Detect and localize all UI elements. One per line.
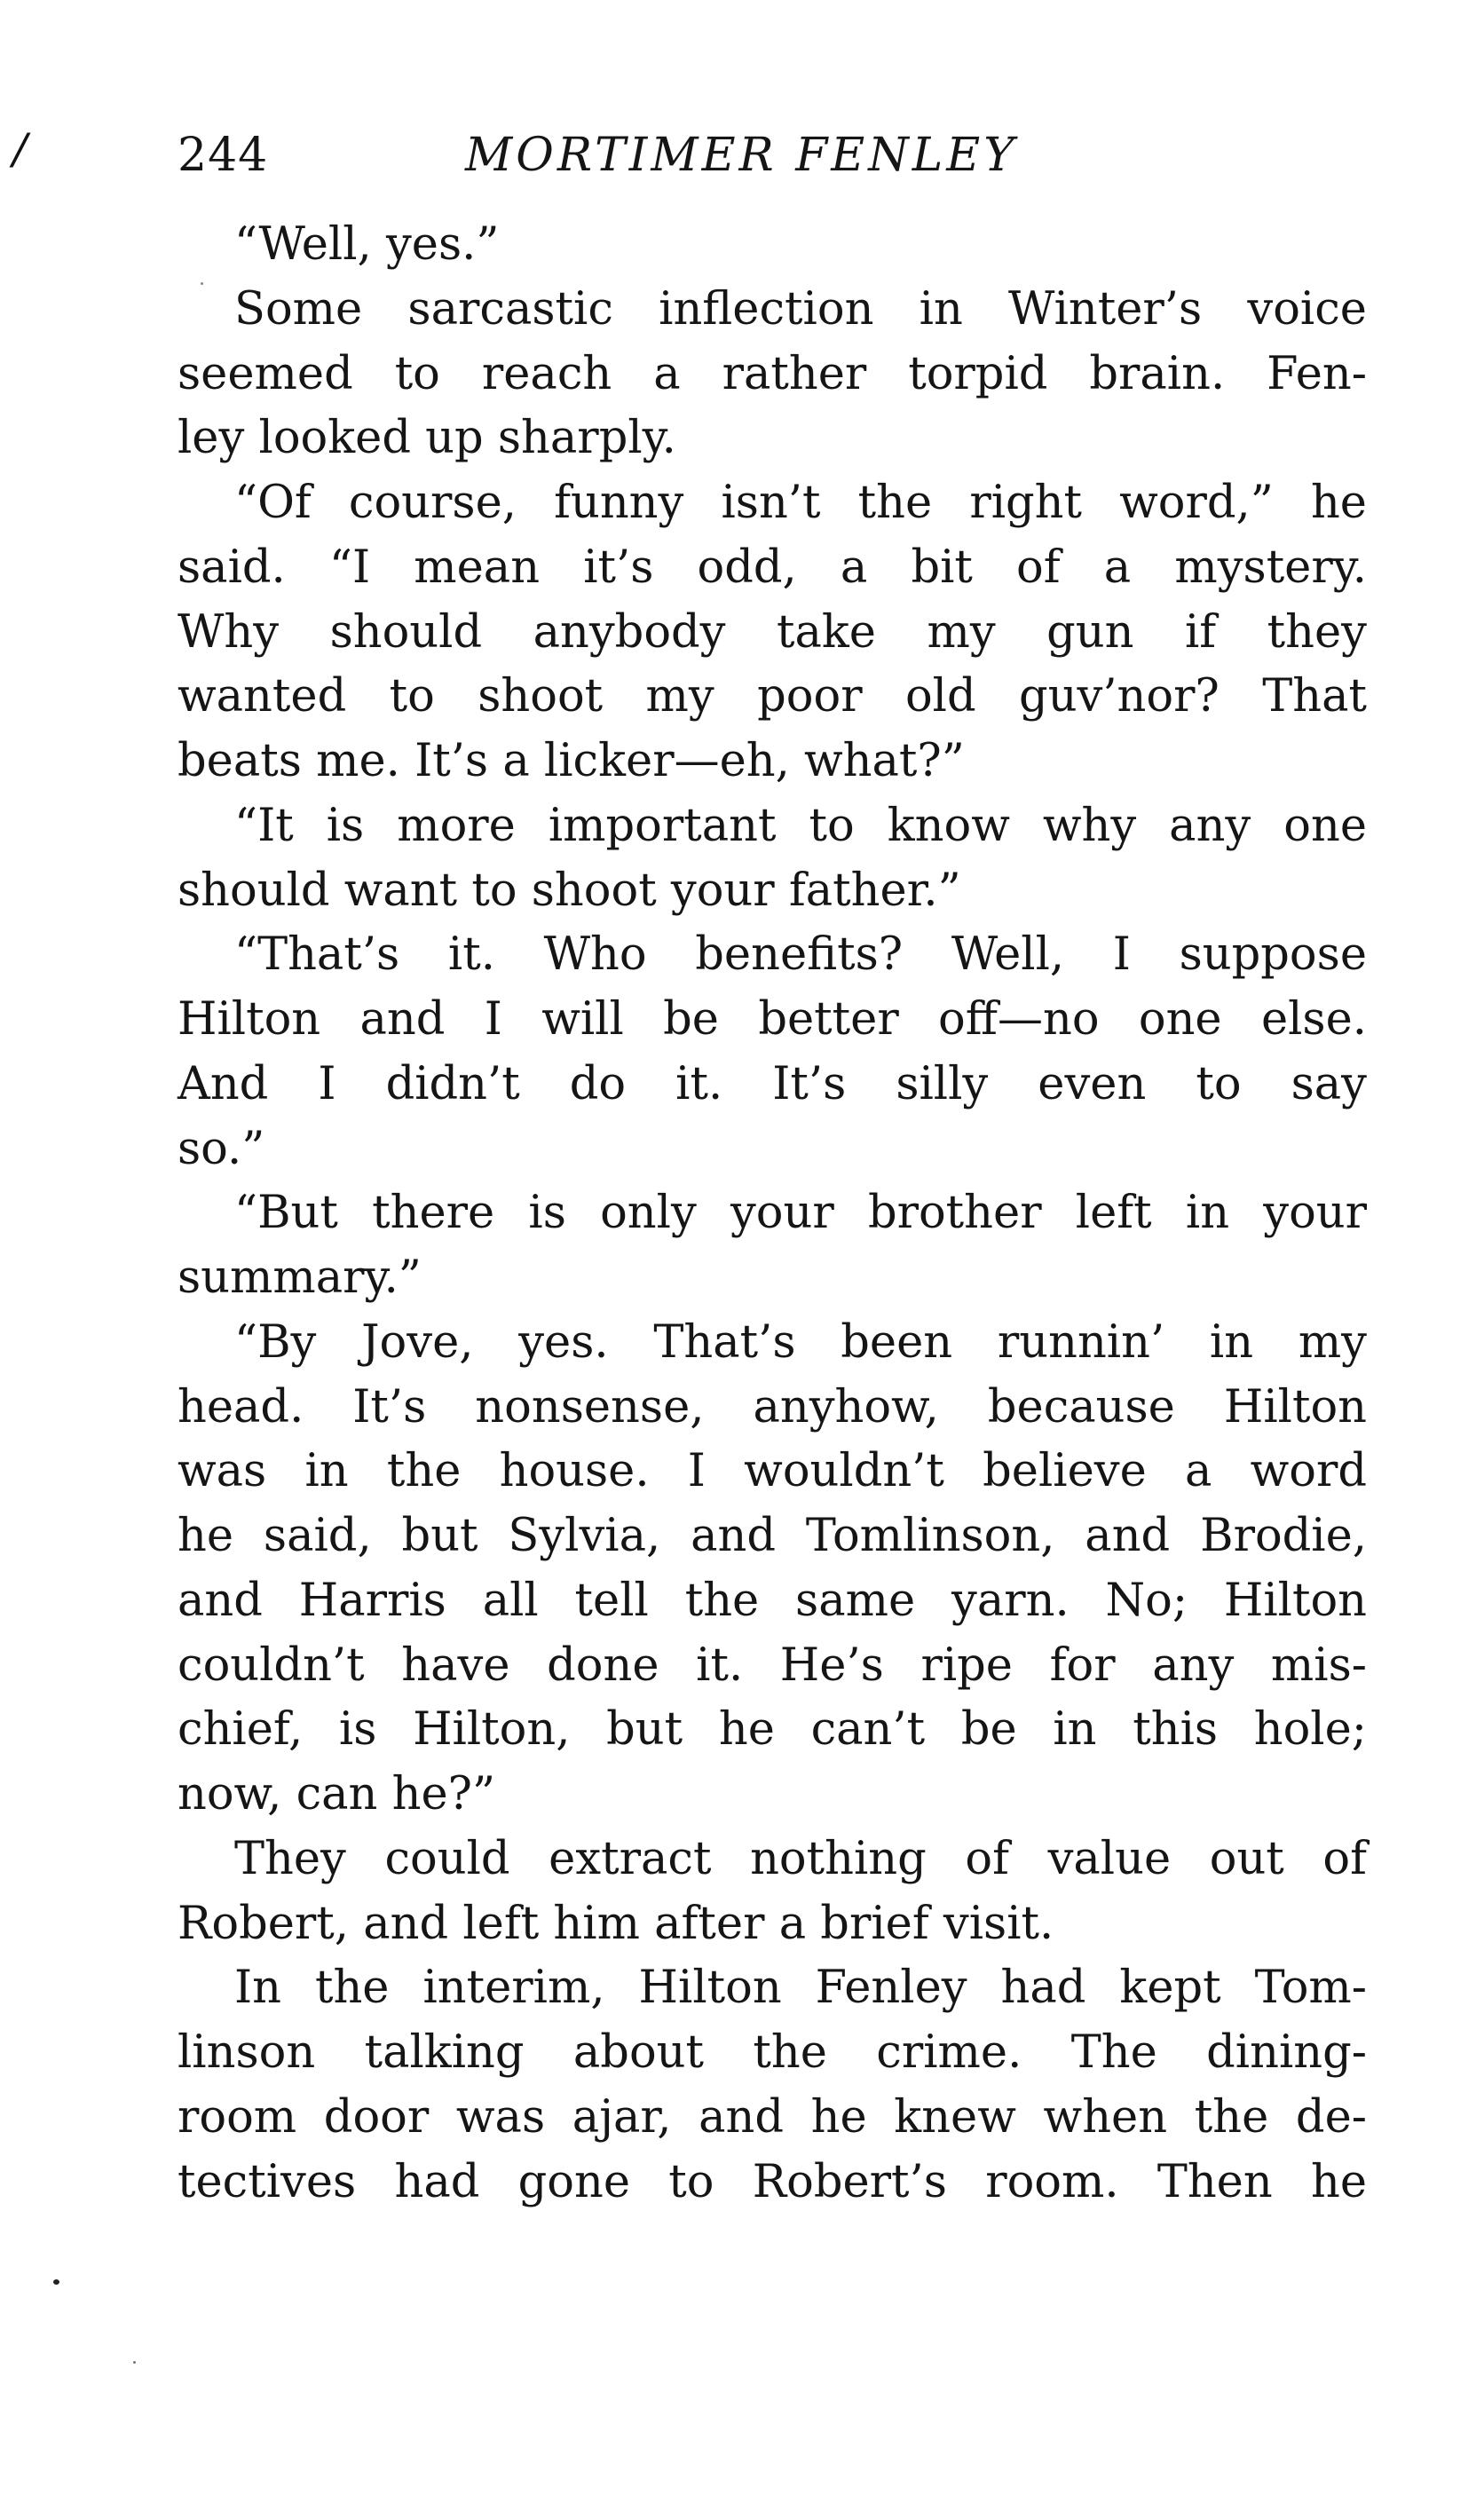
text-line: chief, is Hilton, but he can’t be in this hole; [178,1703,1367,1757]
text-line: wanted to shoot my poor old guv’nor? That [178,670,1367,723]
text-line: Some sarcastic inflection in Winter’s voice [234,282,1367,336]
running-head: MORTIMER FENLEY [465,129,1018,182]
print-speck [133,2361,136,2364]
text-line: beats me. It’s a licker—eh, what?” [178,735,965,787]
text-line: couldn’t have done it. He’s ripe for any mis- [178,1639,1367,1692]
text-line: was in the house. I wouldn’t believe a word [178,1445,1367,1498]
text-line: head. It’s nonsense, anyhow, because Hilton [178,1380,1367,1433]
text-line: seemed to reach a rather torpid brain. Fen- [178,347,1367,400]
text-line: “Of course, funny isn’t the right word,” he [234,477,1367,529]
text-line: In the interim, Hilton Fenley had kept Tom- [234,1962,1367,2015]
text-line: Hilton and I will be better off—no one else. [178,993,1367,1046]
text-line: summary.” [178,1252,422,1304]
text-line: They could extract nothing of value out of [234,1832,1367,1885]
text-line: And I didn’t do it. It’s silly even to say [178,1057,1367,1110]
text-line: “By Jove, yes. That’s been runnin’ in my [234,1315,1367,1369]
text-line: “But there is only your brother left in your [234,1187,1367,1240]
text-line: “It is more important to know why any one [234,799,1367,852]
text-line: should want to shoot your father.” [178,864,961,917]
text-line: tectives had gone to Robert’s room. Then he [178,2155,1367,2208]
text-line: “That’s it. Who benefits? Well, I suppose [234,928,1367,982]
text-line: Why should anybody take my gun if they [178,605,1367,659]
margin-mark: / [12,121,28,178]
text-line: “Well, yes.” [234,218,500,271]
text-line: said. “I mean it’s odd, a bit of a mystery. [178,541,1367,594]
text-line: Robert, and left him after a brief visit. [178,1897,1054,1950]
text-line: so.” [178,1122,265,1175]
text-line: ley looked up sharply. [178,412,676,465]
page-number: 244 [178,129,269,182]
text-line: linson talking about the crime. The dining- [178,2026,1367,2079]
text-line: room door was ajar, and he knew when the de- [178,2090,1367,2144]
print-speck [53,2279,59,2285]
page-header [178,124,1376,186]
text-line: and Harris all tell the same yarn. No; Hilton [178,1574,1367,1627]
print-speck [201,282,203,285]
text-line: he said, but Sylvia, and Tomlinson, and Brodie, [178,1510,1367,1562]
body-text [178,213,1367,2215]
text-line: now, can he?” [178,1768,496,1820]
